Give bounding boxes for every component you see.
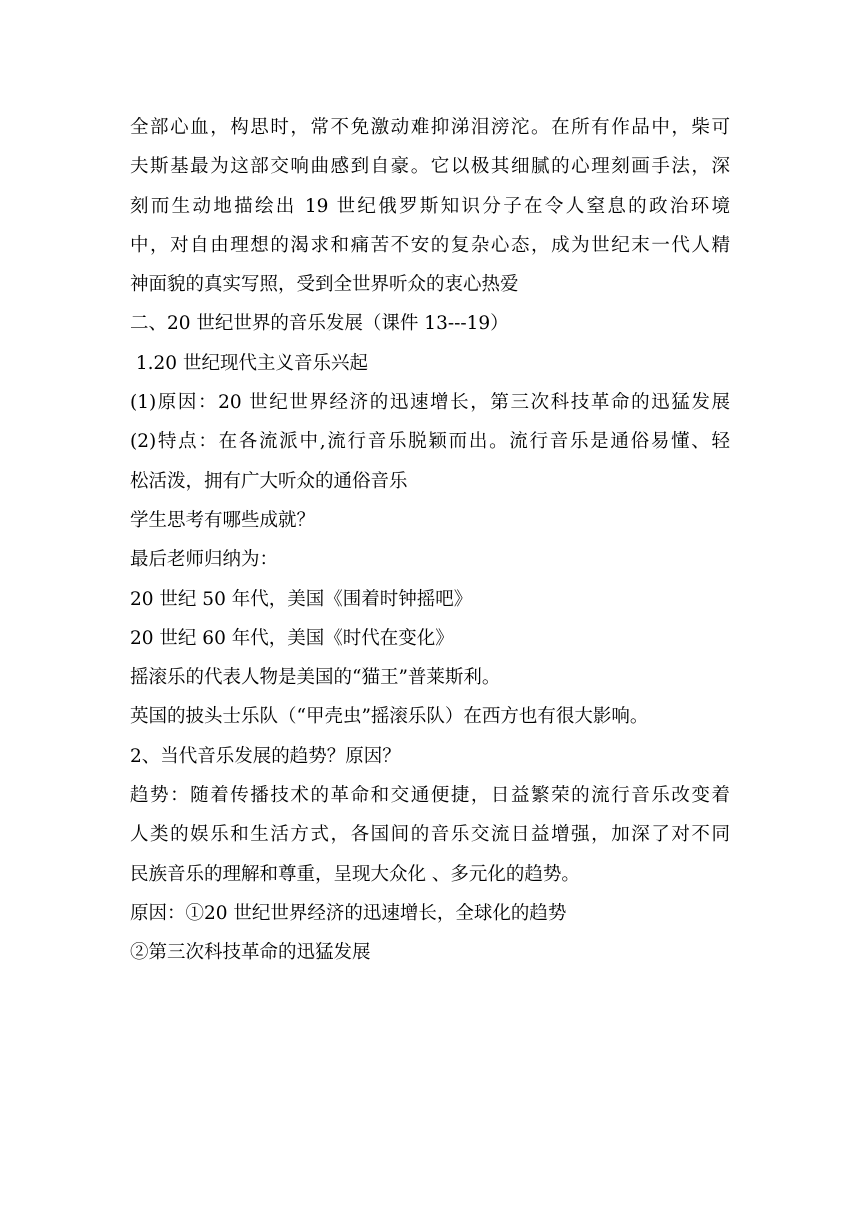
text-line: 20 世纪 60 年代，美国《时代在变化》: [130, 627, 454, 649]
text-line: 二、20 世纪世界的音乐发展（课件 13---19）: [130, 313, 509, 335]
text-line: 刻而生动地描绘出 19 世纪俄罗斯知识分子在令人窒息的政治环境: [130, 195, 730, 217]
text-line: (1)原因：20 世纪世界经济的迅速增长，第三次科技革命的迅猛发展: [130, 392, 730, 414]
text-line: 20 世纪 50 年代，美国《围着时钟摇吧》: [130, 588, 473, 610]
text-line: 原因：①20 世纪世界经济的迅速增长，全球化的趋势: [130, 902, 567, 924]
text-line: 学生思考有哪些成就？: [130, 509, 316, 531]
text-line: 夫斯基最为这部交响曲感到自豪。它以极其细腻的心理刻画手法，深: [130, 156, 730, 178]
text-line: 摇滚乐的代表人物是美国的“猫王”普莱斯利。: [130, 667, 501, 689]
text-line: 1.20 世纪现代主义音乐兴起: [130, 352, 368, 374]
text-line: 英国的披头士乐队（“甲壳虫”摇滚乐队）在西方也有很大影响。: [130, 706, 649, 728]
text-line: 趋势：随着传播技术的革命和交通便捷，日益繁荣的流行音乐改变着: [130, 785, 730, 807]
text-line: 全部心血，构思时，常不免激动难抑涕泪滂沱。在所有作品中，柴可: [130, 117, 730, 138]
text-line: 民族音乐的理解和尊重，呈现大众化 、多元化的趋势。: [130, 863, 580, 885]
text-line: 最后老师归纳为：: [130, 549, 279, 571]
text-line: 中，对自由理想的渴求和痛苦不安的复杂心态，成为世纪末一代人精: [130, 234, 730, 256]
text-line: 人类的娱乐和生活方式，各国间的音乐交流日益增强，加深了对不同: [130, 824, 730, 846]
text-line: 2、当代音乐发展的趋势？原因？: [130, 745, 401, 767]
text-line: (2)特点：在各流派中,流行音乐脱颖而出。流行音乐是通俗易懂、轻: [130, 431, 730, 453]
text-line: 神面貌的真实写照，受到全世界听众的衷心热爱: [130, 274, 519, 296]
text-line: 松活泼，拥有广大听众的通俗音乐: [130, 470, 408, 492]
document-body: [130, 108, 730, 973]
text-line: ②第三次科技革命的迅猛发展: [130, 942, 371, 964]
